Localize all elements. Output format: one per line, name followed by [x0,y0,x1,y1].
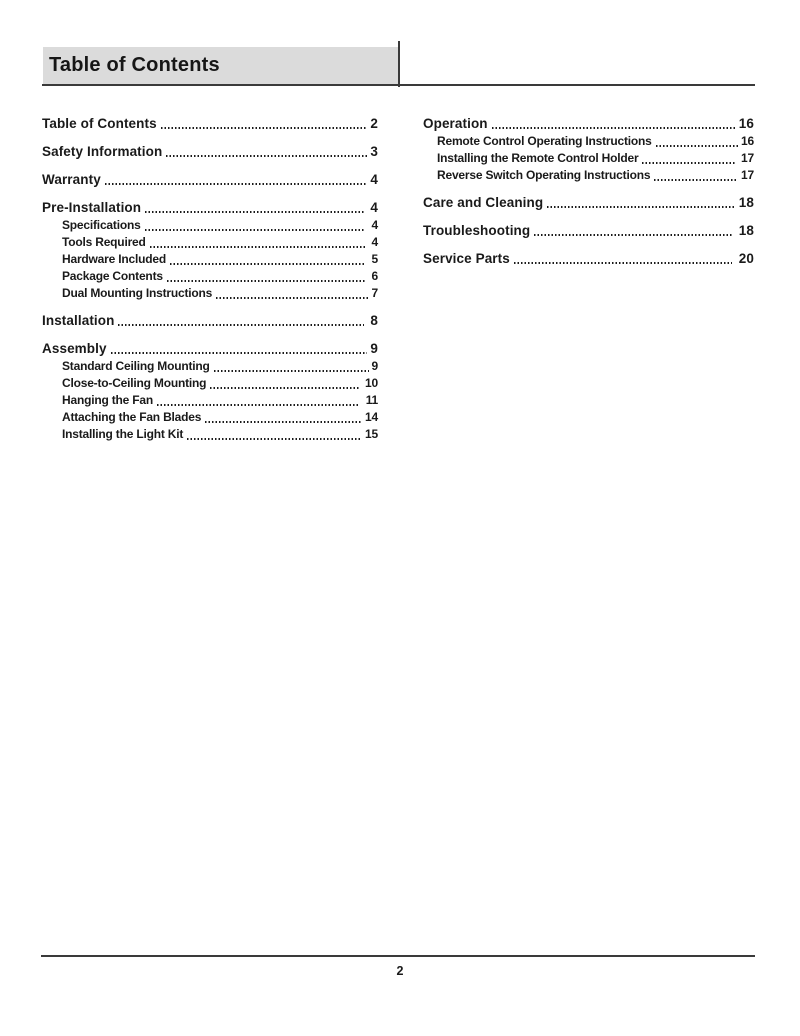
toc-entry-label: Tools Required [62,235,146,249]
footer-page-number: 2 [396,964,404,978]
dot-leader [185,426,363,443]
toc-entry [42,312,378,330]
toc-entry-page: 14 [365,410,378,424]
toc-entry-page: 7 [371,286,378,300]
toc-entry-label: Attaching the Fan Blades [62,410,202,424]
toc-entry-label: Installing the Light Kit [62,427,184,441]
toc-entry [42,199,378,217]
toc-entry-page: 11 [362,393,378,407]
toc-group [42,340,378,443]
toc-entry-page: 9 [371,359,378,373]
toc-subentry [42,285,378,302]
dot-leader [640,150,735,167]
toc-entry-label: Installing the Remote Control Holder [437,151,639,165]
toc-entry-label: Dual Mounting Instructions [62,286,213,300]
toc-subentry [42,234,378,251]
toc-group [423,250,754,268]
toc-subentry [42,426,378,443]
toc-group [423,194,754,212]
dot-leader [143,199,364,217]
dot-leader [652,167,739,184]
toc-entry-page: 20 [734,251,754,266]
dot-leader [168,251,366,268]
toc-subentry [42,375,378,392]
toc-entry-page: 8 [366,313,378,328]
toc-subentry [42,217,378,234]
toc-entry [42,171,378,189]
dot-leader [116,312,364,330]
toc-entry [423,222,754,240]
dot-leader [214,285,369,302]
toc-entry-label: Remote Control Operating Instructions [437,134,652,148]
toc-left-column [42,115,378,453]
dot-leader [545,194,737,212]
dot-leader [103,171,369,189]
toc-entry [423,115,754,133]
toc-entry-label: Safety Information [42,144,163,159]
toc-group [42,143,378,161]
toc-group [42,115,378,133]
toc-subentry [423,133,754,150]
toc-entry-page: 17 [741,168,754,182]
toc-entry-page: 4 [368,218,378,232]
toc-entry-label: Specifications [62,218,141,232]
dot-leader [490,115,737,133]
dot-leader [203,409,363,426]
toc-entry-page: 16 [738,116,754,131]
toc-entry-label: Standard Ceiling Mounting [62,359,210,373]
toc-group [42,312,378,330]
dot-leader [208,375,360,392]
dot-leader [159,115,369,133]
toc-subentry [42,409,378,426]
header-vertical-divider [398,41,400,87]
toc-entry-label: Installation [42,313,115,328]
toc-entry-label: Pre-Installation [42,200,142,215]
toc-entry-label: Hanging the Fan [62,393,153,407]
toc-entry-label: Care and Cleaning [423,195,544,210]
toc-entry-label: Close-to-Ceiling Mounting [62,376,207,390]
toc-subentry [42,268,378,285]
toc-group [423,222,754,240]
toc-entry-page: 16 [741,134,754,148]
toc-entry-label: Operation [423,116,488,131]
dot-leader [532,222,733,240]
toc-entry-page: 3 [370,144,378,159]
toc-subentry [42,392,378,409]
dot-leader [109,340,369,358]
header-horizontal-rule [42,84,755,86]
toc-entry-label: Troubleshooting [423,223,531,238]
dot-leader [165,268,367,285]
toc-entry-page: 6 [368,269,378,283]
dot-leader [155,392,361,409]
toc-entry [42,115,378,133]
toc-entry [423,194,754,212]
toc-entry-label: Reverse Switch Operating Instructions [437,168,651,182]
dot-leader [143,217,367,234]
toc-entry-page: 2 [370,116,378,131]
toc-group [42,199,378,302]
dot-leader [512,250,733,268]
toc-entry-page: 5 [368,252,378,266]
toc-subentry [423,167,754,184]
toc-entry-label: Service Parts [423,251,510,266]
toc-entry-page: 18 [738,195,754,210]
toc-entry-label: Assembly [42,341,107,356]
toc-group [42,171,378,189]
toc-entry-label: Hardware Included [62,252,166,266]
toc-entry-page: 10 [361,376,378,390]
toc-entry [42,340,378,358]
toc-entry-label: Table of Contents [42,116,157,131]
dot-leader [164,143,368,161]
toc-right-column [423,115,754,278]
toc-group [423,115,754,184]
dot-leader [148,234,367,251]
toc-entry-label: Package Contents [62,269,163,283]
toc-subentry [42,358,378,375]
page-title-banner [43,47,398,84]
toc-entry-page: 15 [365,427,378,441]
toc-entry-page: 17 [737,151,754,165]
toc-entry-page: 4 [368,235,378,249]
toc-entry-page: 18 [734,223,754,238]
toc-subentry [423,150,754,167]
toc-entry-page: 9 [370,341,378,356]
toc-entry [42,143,378,161]
page-title: Table of Contents [49,54,220,76]
toc-entry-label: Warranty [42,172,101,187]
footer-horizontal-rule [41,955,755,957]
toc-entry-page: 4 [366,200,378,215]
toc-subentry [42,251,378,268]
dot-leader [212,358,370,375]
toc-entry-page: 4 [370,172,378,187]
toc-entry [423,250,754,268]
dot-leader [654,133,739,150]
